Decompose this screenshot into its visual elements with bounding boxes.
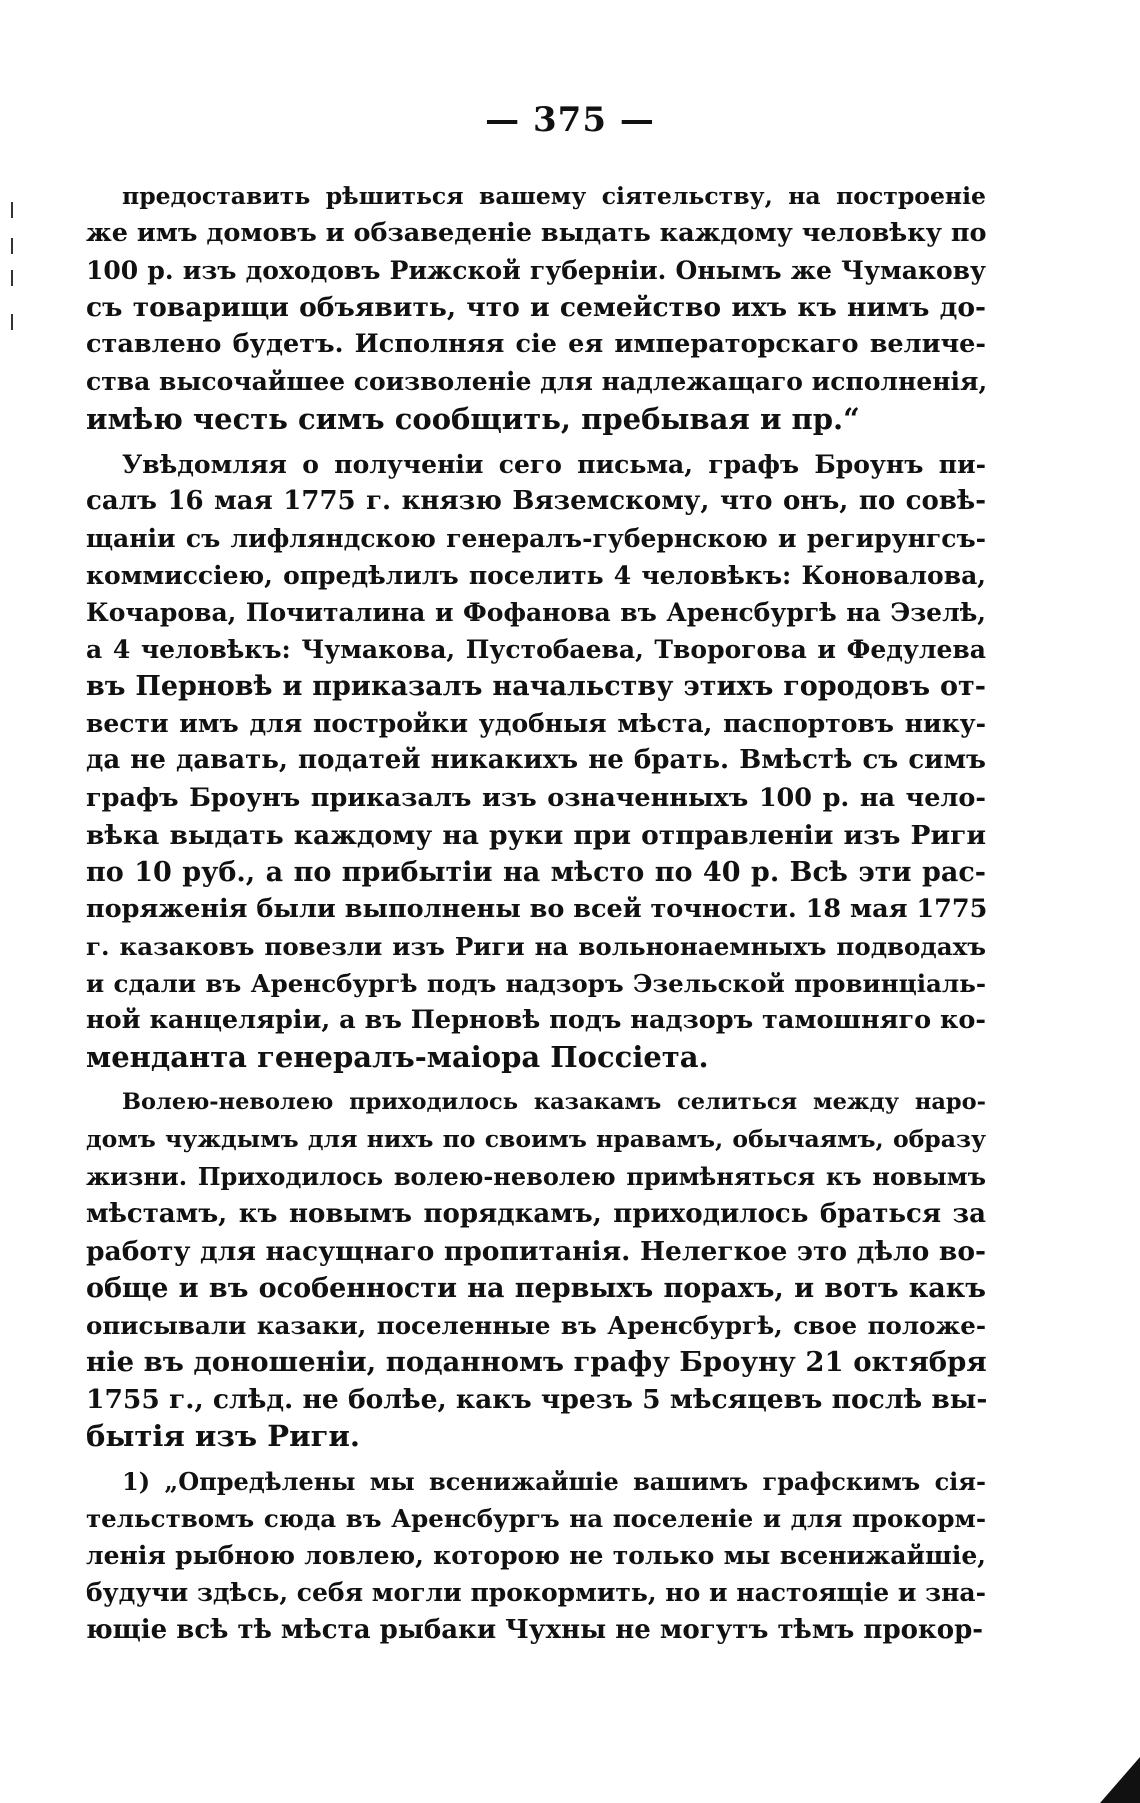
text-line: Увѣдомляя о полученіи сего письма, графъ Броунъ пи- [122,449,986,479]
text-line: 100 р. изъ доходовъ Рижской губерніи. Онымъ же Чумакову [86,256,986,286]
text-line: менданта генералъ-маіора Поссіета. [86,1040,709,1075]
paragraph-gap [86,438,986,446]
margin-mark [11,314,13,330]
text-line: коммиссіею, опредѣлилъ поселить 4 человѣкъ: Коновалова, [86,560,986,590]
paragraph-gap [86,1455,986,1463]
text-line: бытія изъ Риги. [86,1419,360,1454]
text-line: жизни. Приходилось волею-неволею примѣняться къ новымъ [86,1162,986,1192]
margin-mark [11,270,13,286]
text-line: работу для насущнаго пропитанія. Нелегкое это дѣло во- [86,1235,986,1267]
page-number: — 375 — [485,100,655,140]
text-line: г. казаковъ повезли изъ Риги на вольнонаемныхъ подводахъ [86,931,986,961]
text-line: ніе въ доношеніи, поданномъ графу Броуну 21 октября [86,1345,987,1378]
text-line: тельствомъ сюда въ Аренсбургъ на поселеніе и для прокорм- [86,1504,986,1534]
body-text [86,178,986,1649]
text-line: Волею-неволею приходилось казакамъ селиться между наро- [122,1089,986,1116]
text-line: въ Перновѣ и приказалъ начальству этихъ городовъ от- [86,671,986,703]
text-line: и сдали въ Аренсбургѣ подъ надзоръ Эзельской провинціаль- [86,968,986,998]
text-line: ставлено будетъ. Исполняя сіе ея императорскаго величе- [86,329,986,360]
text-line: домъ чуждымъ для нихъ по своимъ нравамъ, обычаямъ, образу [86,1125,986,1154]
margin-mark [11,202,13,218]
text-line: предоставить рѣшиться вашему сіятельству, на построеніе [122,182,986,210]
text-line: щаніи съ лифляндскою генералъ-губернскою и регирунгсъ- [86,523,986,553]
text-line: Кочарова, Почиталина и Фофанова въ Аренсбургѣ на Эзелѣ, [86,598,986,628]
text-line: ства высочайшее соизволеніе для надлежащаго исполненія, [86,367,988,397]
paragraph [86,1463,986,1648]
text-line: ющіе всѣ тѣ мѣста рыбаки Чухны не могутъ тѣмъ прокор- [86,1614,984,1645]
text-line: графъ Броунъ приказалъ изъ означенныхъ 100 р. на чело- [86,782,986,813]
text-line: да не давать, податей никакихъ не брать. Вмѣстѣ съ симъ [86,745,986,776]
margin-mark [11,238,13,254]
text-line: же имъ домовъ и обзаведеніе выдать каждому человѣку по [86,218,987,249]
text-line: описывали казаки, поселенные въ Аренсбургѣ, свое положе- [86,1310,986,1340]
text-line: имѣю честь симъ сообщить, пребывая и пр.“ [86,401,860,436]
text-line: по 10 руб., а по прибытіи на мѣсто по 40 р. Всѣ эти рас- [86,856,986,888]
corner-mark [1100,1757,1140,1803]
paragraph [86,446,986,1077]
paragraph [86,1084,986,1455]
text-line: вести имъ для постройки удобныя мѣста, паспортовъ нику- [86,709,986,739]
text-line: ленія рыбною ловлею, которою не только мы всенижайшіе, [86,1541,986,1571]
text-line: поряженія были выполнены во всей точности. 18 мая 1775 [86,893,988,924]
text-line: 1755 г., слѣд. не болѣе, какъ чрезъ 5 мѣсяцевъ послѣ вы- [86,1384,988,1415]
text-line: ной канцеляріи, а въ Перновѣ подъ надзоръ тамошняго ко- [86,1005,986,1036]
text-line: съ товарищи объявить, что и семейство ихъ къ нимъ до- [86,292,986,324]
text-line: 1) „Опредѣлены мы всенижайшіе вашимъ графскимъ сія- [122,1467,986,1497]
text-line: вѣка выдать каждому на руки при отправленіи изъ Риги [86,819,986,851]
text-line: салъ 16 мая 1775 г. князю Вяземскому, что онъ, по совѣ- [86,485,986,516]
text-line: будучи здѣсь, себя могли прокормить, но и настоящіе и зна- [86,1578,986,1608]
text-line: а 4 человѣкъ: Чумакова, Пустобаева, Творогова и Федулева [86,635,986,665]
paragraph-gap [86,1076,986,1084]
paragraph [86,178,986,438]
text-line: обще и въ особенности на первыхъ порахъ, и вотъ какъ [86,1272,986,1304]
text-line: мѣстамъ, къ новымъ порядкамъ, приходилось браться за [86,1198,986,1229]
